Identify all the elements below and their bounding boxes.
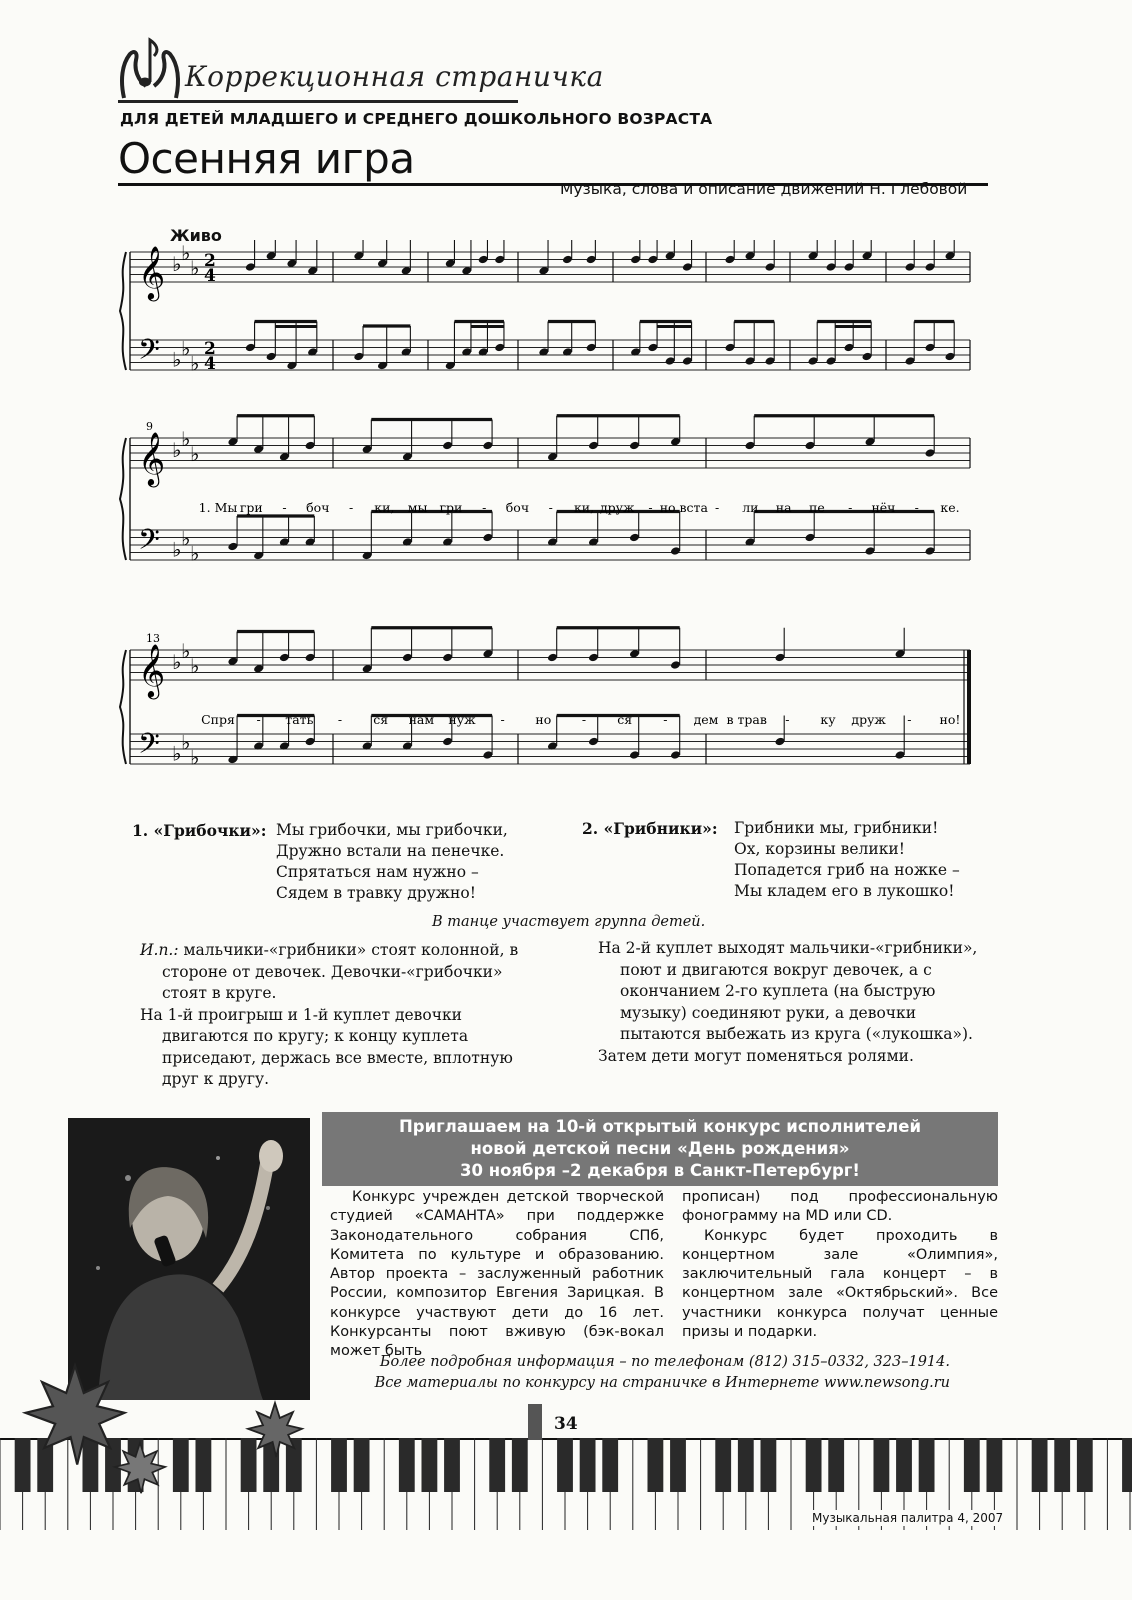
verse-line: Мы грибочки, мы грибочки, (276, 821, 508, 839)
verse-1-label: 1. «Грибочки»: (132, 821, 267, 840)
lyric-syllable: - (848, 500, 853, 515)
lyric-syllable: ки, (573, 500, 595, 515)
lyric-syllable: дем (693, 712, 719, 727)
black-key (512, 1438, 528, 1492)
black-key (444, 1438, 460, 1492)
black-key (670, 1438, 686, 1492)
flat-sign-icon: ♭ (172, 537, 182, 562)
flat-sign-icon: ♭ (190, 745, 200, 770)
bass-clef-icon: 𝄢 (138, 333, 160, 374)
verse-1-text (276, 820, 508, 904)
promo-contact-info (330, 1352, 950, 1394)
promo-text-col2 (682, 1188, 998, 1342)
black-key (828, 1438, 844, 1492)
lyric-syllable: - (785, 712, 790, 727)
lyric-syllable: в трав (726, 712, 767, 727)
black-key (647, 1438, 663, 1492)
lyric-syllable: - (337, 712, 343, 727)
system-brace (120, 252, 126, 370)
lyric-syllable: 1. Мы (198, 500, 238, 515)
verse-2-label: 2. «Грибники»: (582, 819, 718, 838)
rubric-title: Коррекционная страничка (185, 60, 604, 93)
lyric-syllable: тать (285, 712, 314, 727)
lyric-syllable: - (500, 712, 505, 727)
black-key (421, 1438, 437, 1492)
flat-sign-icon: ♭ (172, 252, 182, 276)
sheet-music-score (118, 240, 988, 800)
black-key (1077, 1438, 1093, 1492)
rubric-rule (118, 100, 518, 103)
promo-banner-line: 30 ноября –2 декабря в Санкт-Петербург! (460, 1161, 860, 1180)
verse-line: Ох, корзины велики! (734, 840, 905, 858)
time-signature-bottom: 4 (204, 354, 216, 374)
lyric-syllable: - (663, 712, 668, 727)
verse-line: Дружно встали на пенечке. (276, 842, 505, 860)
black-key (738, 1438, 754, 1492)
black-key (354, 1438, 370, 1492)
rubric-hands-clef-logo (118, 30, 182, 100)
lyric-syllable: - (581, 712, 587, 727)
credits: Музыка, слова и описание движений Н. Глебовой (560, 180, 968, 198)
verse-line: Грибники мы, грибники! (734, 819, 939, 837)
black-key (557, 1438, 573, 1492)
lyric-syllable: - (482, 500, 487, 515)
verse-line: Мы кладем его в лукошко! (734, 882, 955, 900)
black-key (173, 1438, 189, 1492)
black-key (715, 1438, 731, 1492)
flat-sign-icon: ♭ (181, 638, 191, 663)
black-key (580, 1438, 596, 1492)
black-key (195, 1438, 211, 1492)
lyric-syllable: друж (599, 500, 635, 515)
black-key (602, 1438, 618, 1492)
flat-sign-icon: ♭ (172, 650, 182, 674)
lyric-syllable: - (548, 500, 553, 515)
verse-2-text (734, 818, 960, 902)
lyric-syllable: - (282, 500, 287, 515)
instruction-text: На 2-й куплет выходят мальчики-«грибники», поют и двигаются вокруг девочек, а с окончанием 2-го куплета (на быструю музыку) соединяют руки, а девочки пытаются выбежать из круга («лукошка»). (598, 939, 978, 1043)
promo-banner (322, 1112, 998, 1186)
instruction-text: На 1-й проигрыш и 1-й куплет девочки двигаются по кругу; к концу куплета приседают, держась все вместе, вплотную друг к другу. (140, 1005, 513, 1088)
maple-leaf-icon (245, 1400, 305, 1460)
flat-sign-icon: ♭ (181, 240, 191, 265)
flat-sign-icon: ♭ (181, 426, 191, 451)
instructions-right-column (598, 938, 998, 1067)
lyric-syllable: ся (373, 712, 389, 727)
instruction-text: Затем дети могут поменяться ролями. (598, 1046, 914, 1065)
measure-number: 9 (146, 420, 153, 433)
black-key (489, 1438, 505, 1492)
promo-website-line: Все материалы по конкурсу на страничке в Интернете www.newsong.ru (374, 1375, 950, 1391)
flat-sign-icon: ♭ (190, 441, 200, 466)
flat-sign-icon: ♭ (172, 347, 182, 372)
bass-clef-icon: 𝄢 (138, 727, 160, 768)
black-key (806, 1438, 822, 1492)
lyric-syllable: боч (505, 500, 530, 515)
age-group-heading: ДЛЯ ДЕТЕЙ МЛАДШЕГО И СРЕДНЕГО ДОШКОЛЬНОГО ВОЗРАСТА (120, 110, 713, 128)
black-key (1032, 1438, 1048, 1492)
singer-girl-photo (68, 1118, 310, 1400)
lyric-syllable: - (256, 712, 261, 727)
lyric-syllable: ли (742, 500, 759, 515)
lyric-syllable: Спря (201, 712, 235, 727)
lyric-syllable: - (348, 500, 354, 515)
lyric-syllable: пе (809, 500, 825, 515)
lyric-syllable: гри (239, 500, 263, 515)
treble-clef-icon: 𝄞 (138, 643, 166, 697)
lyric-syllable: ки, (374, 500, 395, 515)
flat-sign-icon: ♭ (190, 541, 200, 566)
flat-sign-icon: ♭ (181, 526, 191, 551)
instruction-text: мальчики-«грибники» стоят колонной, в стороне от девочек. Девочки-«грибочки» стоят в круге. (162, 941, 519, 1002)
black-key (964, 1438, 980, 1492)
instruction-paragraph (598, 1046, 998, 1068)
lyric-syllable: ке. (940, 500, 960, 515)
black-key (896, 1438, 912, 1492)
promo-banner-line: новой детской песни «День рождения» (470, 1139, 850, 1158)
lyric-syllable: ку (820, 712, 836, 727)
flat-sign-icon: ♭ (190, 351, 200, 376)
black-key (331, 1438, 347, 1492)
lyric-syllable: нам (408, 712, 435, 727)
treble-clef-icon: 𝄞 (138, 245, 166, 299)
black-key (919, 1438, 935, 1492)
lyric-syllable: - (714, 500, 720, 515)
lyric-syllable: боч (306, 500, 330, 515)
journal-issue: Музыкальная палитра 4, 2007 (808, 1510, 1007, 1526)
verse-line: Попадется гриб на ножке – (734, 861, 960, 879)
lyric-syllable: нёч (871, 500, 896, 515)
lyric-syllable: ся (617, 712, 633, 727)
promo-paragraph: Конкурс учрежден детской творческой студией «САМАНТА» при поддержке Законодательного собрания СПб, Комитета по культуре и образованию. Автор проекта – заслуженный работник России, композитор Евгения Зарицкая. В конкурсе участвуют дети до 16 лет. Конкурсанты поют вживую (бэк-вокал может быть (330, 1189, 664, 1360)
promo-paragraph: Конкурс будет проходить в концертном зале «Олимпия», заключительный гала концерт – в концертном зале «Октябрьский». Все участники конкурса получат ценные призы и подарки. (682, 1227, 998, 1341)
flat-sign-icon: ♭ (172, 438, 182, 462)
lyric-syllable: мы (407, 500, 428, 515)
instructions-left-column (140, 940, 550, 1091)
lyric-syllable: но вста (659, 500, 708, 515)
verse-line: Сядем в травку дружно! (276, 884, 476, 902)
lyric-syllable: на (775, 500, 792, 515)
verse-line: Спрятаться нам нужно – (276, 863, 479, 881)
page-number: 34 (554, 1414, 578, 1434)
tempo-marking: Живо (170, 226, 222, 245)
black-key (986, 1438, 1002, 1492)
measure-number: 13 (146, 632, 160, 645)
lyric-syllable: нуж (448, 712, 476, 727)
black-key (873, 1438, 889, 1492)
system-brace (120, 438, 126, 560)
promo-banner-line: Приглашаем на 10-й открытый конкурс исполнителей (398, 1117, 922, 1136)
page-title: Осенняя игра (118, 134, 415, 183)
promo-paragraph: прописан) под профессиональную фонограмму на MD или CD. (682, 1189, 998, 1225)
bass-clef-icon: 𝄢 (138, 523, 160, 564)
instruction-paragraph (598, 938, 998, 1046)
lyric-syllable: - (914, 500, 919, 515)
page-number-marker (528, 1404, 542, 1440)
system-brace (120, 650, 126, 764)
black-key (760, 1438, 776, 1492)
time-signature-top: 2 (204, 339, 216, 359)
lyric-syllable: гри (439, 500, 463, 515)
lyric-syllable: но (535, 712, 552, 727)
promo-text-col1 (330, 1188, 664, 1362)
promo-phone-line: Более подробная информация – по телефонам (812) 315–0332, 323–1914. (379, 1354, 950, 1370)
dance-note: В танце участвует группа детей. (432, 914, 706, 930)
flat-sign-icon: ♭ (190, 653, 200, 678)
treble-clef-icon: 𝄞 (138, 431, 166, 485)
lyric-syllable: - (907, 712, 912, 727)
instruction-paragraph (140, 940, 550, 1005)
maple-leaf-icon (112, 1440, 168, 1496)
flat-sign-icon: ♭ (172, 741, 182, 766)
instruction-paragraph (140, 1005, 550, 1091)
time-signature-top: 2 (204, 251, 216, 271)
flat-sign-icon: ♭ (190, 255, 200, 280)
black-key (399, 1438, 415, 1492)
flat-sign-icon: ♭ (181, 730, 191, 755)
black-key (1122, 1438, 1132, 1492)
time-signature-bottom: 4 (204, 266, 216, 286)
lyric-syllable: друж (851, 712, 886, 727)
lyric-syllable: но! (939, 712, 961, 727)
flat-sign-icon: ♭ (181, 336, 191, 361)
lyric-syllable: - (648, 500, 653, 515)
instruction-lead: И.п.: (140, 941, 179, 959)
black-key (1054, 1438, 1070, 1492)
